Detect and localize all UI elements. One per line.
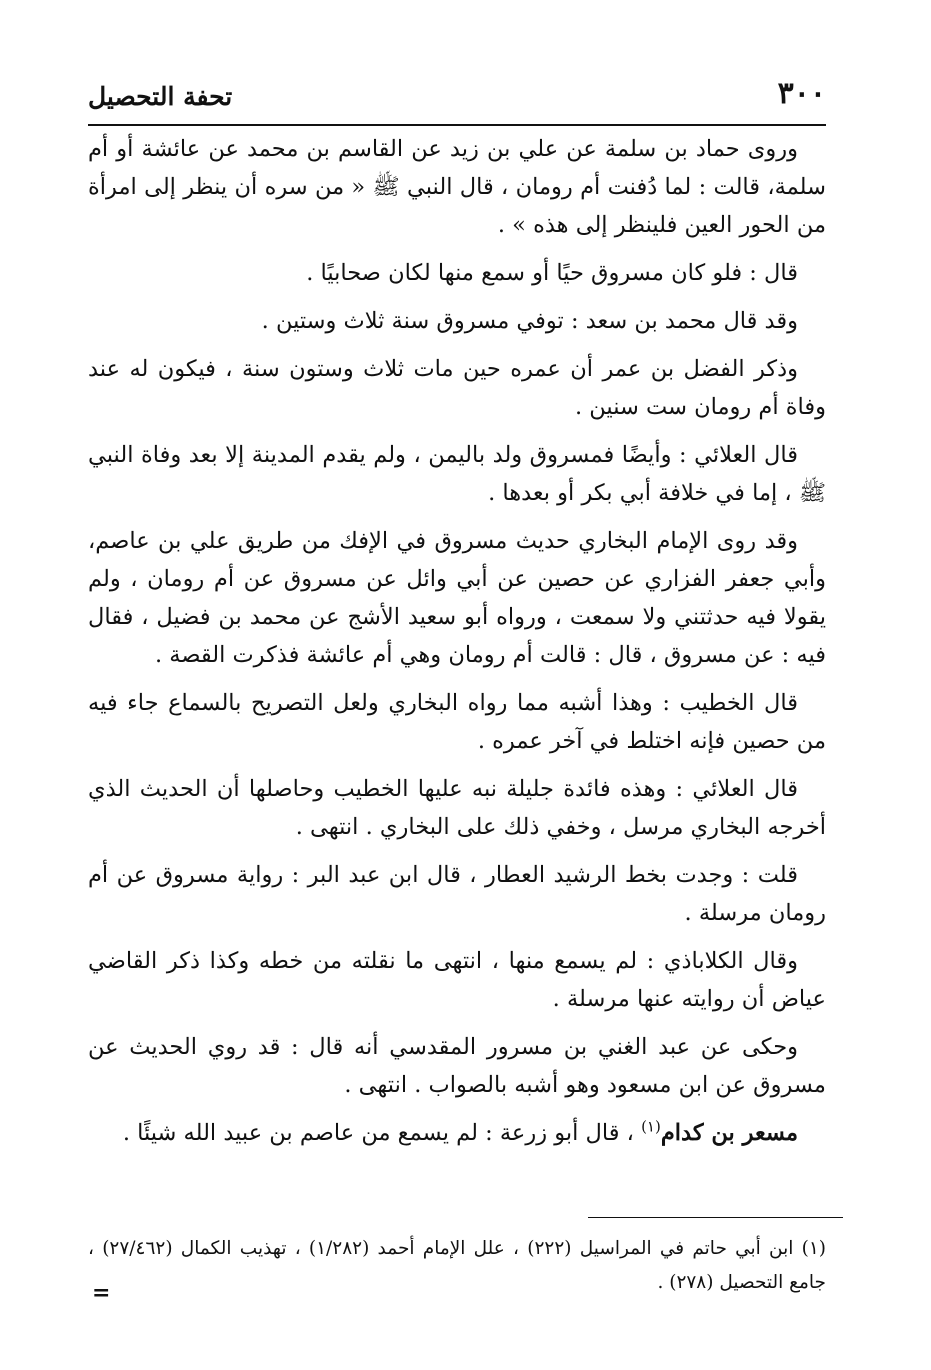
paragraph: وقال الكلاباذي : لم يسمع منها ، انتهى ما نقلته من خطه وكذا ذكر القاضي عياض أن روايته عنها مرسلة . (88, 948, 826, 1012)
paragraph: وحكى عن عبد الغني بن مسرور المقدسي أنه قال : قد روي الحديث عن مسروق عن ابن مسعود وهو أشبه بالصواب . انتهى . (88, 1034, 826, 1098)
page-number: ٣٠٠ (777, 76, 826, 111)
footnotes (88, 1232, 826, 1300)
paragraph: قال العلائي : وهذه فائدة جليلة نبه عليها الخطيب وحاصلها أن الحديث الذي أخرجه البخاري مرسل ، وخفي ذلك على البخاري . انتهى . (88, 776, 826, 840)
footnote-rule (588, 1217, 843, 1218)
paragraph: قال الخطيب : وهذا أشبه مما رواه البخاري ولعل التصريح بالسماع جاء فيه من حصين فإنه اختلط في آخر عمره . (88, 690, 826, 754)
paragraph: قلت : وجدت بخط الرشيد العطار ، قال ابن عبد البر : رواية مسروق عن أم رومان مرسلة . (88, 862, 826, 926)
paragraph: قال العلائي : وأيضًا فمسروق ولد باليمن ، ولم يقدم المدينة إلا بعد وفاة النبي ﷺ ، إما في خلافة أبي بكر أو بعدها . (88, 442, 826, 506)
narrator-entry (88, 1114, 826, 1152)
main-text (88, 130, 826, 1162)
paragraph: وقد روى الإمام البخاري حديث مسروق في الإفك من طريق علي بن عاصم، وأبي جعفر الفزاري عن حصين عن أبي وائل عن مسروق عن أم رومان ، ولم يقولا فيه حدثتني ولا سمعت ، ورواه أبو سعيد الأشج عن محمد بن فضيل ، فقال فيه : عن مسروق ، قال : قالت أم رومان وهي أم عائشة فذكرت القصة . (88, 528, 826, 668)
footnote-reference: (١) (641, 1117, 661, 1136)
narrator-name: مسعر بن كدام (660, 1120, 798, 1146)
narrator-entry-text: ، قال أبو زرعة : لم يسمع من عاصم بن عبيد الله شيئًا . (122, 1120, 642, 1146)
paragraph: وروى حماد بن سلمة عن علي بن زيد عن القاسم بن محمد عن عائشة أو أم سلمة، قالت : لما دُفنت أم رومان ، قال النبي ﷺ « من سره أن ينظر إلى امرأة من الحور العين فلينظر إلى هذه » . (88, 136, 826, 238)
footnote: (١) ابن أبي حاتم في المراسيل (٢٢٢) ، علل الإمام أحمد (١/٢٨٢) ، تهذيب الكمال (٢٧/٤٦٢) ، جامع التحصيل (٢٧٨) . (88, 1238, 826, 1293)
header-rule (88, 124, 826, 126)
continuation-mark: = (92, 1280, 111, 1306)
page-header (88, 74, 826, 120)
paragraph: وذكر الفضل بن عمر أن عمره حين مات ثلاث وستون سنة ، فيكون له عند وفاة أم رومان ست سنين . (88, 356, 826, 420)
paragraph: وقد قال محمد بن سعد : توفي مسروق سنة ثلاث وستين . (261, 308, 798, 334)
running-title: تحفة التحصيل (88, 82, 233, 111)
paragraph: قال : فلو كان مسروق حيًا أو سمع منها لكان صحابيًا . (306, 260, 798, 286)
